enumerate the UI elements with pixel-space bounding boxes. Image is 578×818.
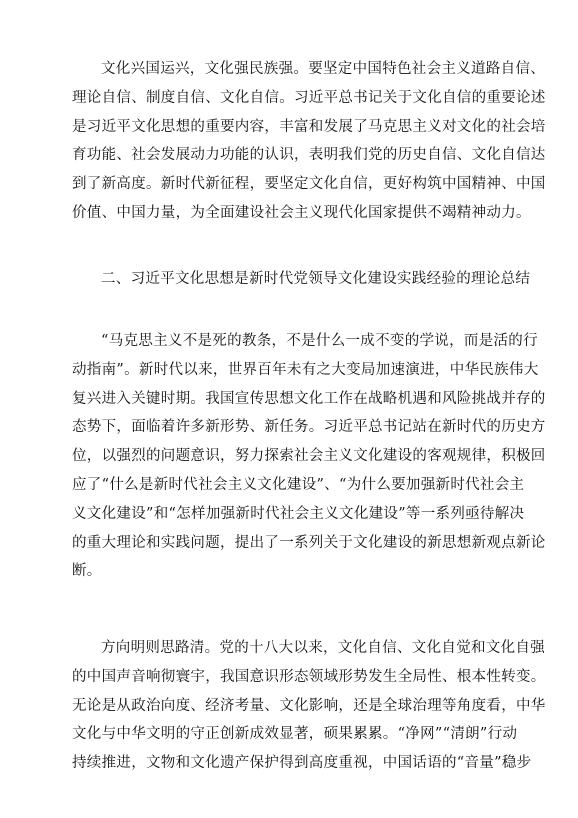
paragraph-line: 文化与中华文明的守正创新成效显著，硕果累累。“净网”“清朗”行动	[72, 726, 518, 743]
paragraph-line: 育功能、社会发展动力功能的认识，表明我们党的历史自信、文化自信达	[72, 147, 546, 164]
paragraph-line: 应了“什么是新时代社会主义文化建设”、“为什么要加强新时代社会主	[72, 476, 525, 493]
paragraph-marxism-guide	[72, 327, 546, 586]
paragraph-line: “马克思主义不是死的教条，不是什么一成不变的学说，而是活的行	[101, 333, 538, 349]
paragraph-line: 是习近平文化思想的重要内容，丰富和发展了马克思主义对文化的社会培	[72, 118, 546, 135]
paragraph-line: 无论是从政治向度、经济考量、文化影响，还是全球治理等角度看，中华	[72, 697, 546, 714]
paragraph-line: 的中国声音响彻寰宇，我国意识形态领域形势发生全局性、根本性转变。	[72, 668, 546, 685]
paragraph-line: 理论自信、制度自信、文化自信。习近平总书记关于文化自信的重要论述	[72, 89, 546, 106]
paragraph-line: 位，以强烈的问题意识，努力探索社会主义文化建设的客观规律，积极回	[72, 448, 546, 465]
paragraph-line: 复兴进入关键时期。我国宣传思想文化工作在战略机遇和风险挑战并存的	[72, 390, 546, 407]
paragraph-line: 断。	[72, 563, 102, 580]
section-heading	[72, 265, 531, 294]
paragraph-line: 文化兴国运兴，文化强民族强。要坚定中国特色社会主义道路自信、	[101, 61, 545, 77]
paragraph-line: 动指南”。新时代以来，世界百年未有之大变局加速演进，中华民族伟大	[72, 361, 539, 378]
paragraph-line: 态势下，面临着许多新形势、新任务。习近平总书记站在新时代的历史方	[72, 419, 546, 436]
section-heading-text: 二、习近平文化思想是新时代党领导文化建设实践经验的理论总结	[101, 271, 531, 287]
paragraph-line: 义文化建设”和“怎样加强新时代社会主义文化建设”等一系列亟待解决	[72, 505, 525, 522]
paragraph-direction	[72, 634, 546, 778]
paragraph-line: 方向明则思路清。党的十八大以来，文化自信、文化自觉和文化自强	[101, 640, 545, 656]
paragraph-line: 到了新高度。新时代新征程，要坚定文化自信，更好构筑中国精神、中国	[72, 176, 546, 193]
paragraph-cultural-confidence	[72, 55, 546, 228]
paragraph-line: 价值、中国力量，为全面建设社会主义现代化国家提供不竭精神动力。	[72, 204, 531, 221]
paragraph-line: 的重大理论和实践问题，提出了一系列关于文化建设的新思想新观点新论	[72, 534, 546, 551]
paragraph-line: 持续推进，文物和文化遗产保护得到高度重视，中国话语的“音量”稳步	[72, 755, 532, 772]
